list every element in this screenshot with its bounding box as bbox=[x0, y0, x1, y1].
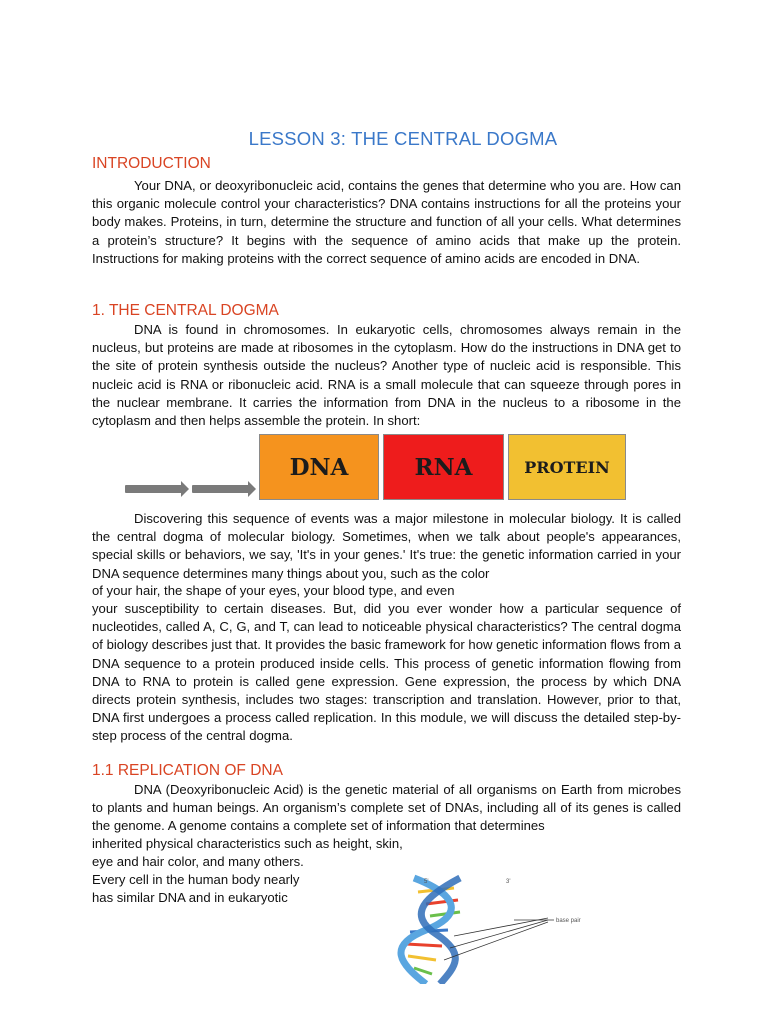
section11-heading: 1.1 REPLICATION OF DNA bbox=[92, 762, 283, 779]
flow-arrow-2 bbox=[192, 484, 256, 494]
section1-cont-paragraph-c: your susceptibility to certain diseases. But, did you ever wonder how a particular sequence of nucleotides, called A, C, G, and T, can lead to noticeable physical characteristics? The central dogma of biology describes just that. It provides the basic framework for how genetic information flows from a DNA sequence to a protein produced inside cells. This process of genetic information flowing from DNA to RNA to protein is called gene expression. Gene expression, the process by which DNA directs protein synthesis, includes two stages: transcription and translation. However, prior to that, DNA first undergoes a process called replication. In this module, we will discuss the detailed step-by-step process of the central dogma. bbox=[92, 601, 681, 744]
section11-line-4: has similar DNA and in eukaryotic bbox=[92, 890, 288, 905]
page-title: LESSON 3: THE CENTRAL DOGMA bbox=[248, 128, 558, 149]
section1-paragraph bbox=[92, 321, 681, 430]
flow-arrow-1 bbox=[125, 484, 189, 494]
label-5-prime: 5' bbox=[424, 879, 429, 885]
section1-cont-paragraph-a bbox=[92, 510, 681, 583]
label-base-pair: base pair bbox=[556, 918, 581, 924]
section1-cont-line-b: of your hair, the shape of your eyes, your blood type, and even bbox=[92, 583, 455, 598]
dna-box: DNA bbox=[259, 434, 379, 500]
section11-line-3: Every cell in the human body nearly bbox=[92, 872, 300, 887]
section11-line-2: eye and hair color, and many others. bbox=[92, 854, 304, 869]
section11-text: DNA (Deoxyribonucleic Acid) is the genetic material of all organisms on Earth from microbes to plants and human beings. An organism’s complete set of DNAs, including all of its genes is called the genome. A genome contains a complete set of information that determines bbox=[92, 782, 681, 834]
section11-paragraph bbox=[92, 781, 681, 836]
section1-text: DNA is found in chromosomes. In eukaryotic cells, chromosomes always remain in the nucleus, but proteins are made at ribosomes in the cytoplasm. How do the instructions in DNA get to the site of protein synthesis outside the nucleus? Another type of nucleic acid is responsible. This nucleic acid is RNA or ribonucleic acid. RNA is a small molecule that can squeeze through pores in the nuclear membrane. It carries the information from DNA in the nucleus to a ribosome in the cytoplasm and then helps assemble the protein. In short: bbox=[92, 322, 681, 429]
intro-paragraph bbox=[92, 177, 681, 268]
section1-cont-text-a: Discovering this sequence of events was a major milestone in molecular biology. It is called the central dogma of molecular biology. Sometimes, when we talk about people's appearances, special skills or behaviors, we say, 'It's in your genes.' It's true: the genetic information carried in your DNA sequence determines many things about you, such as the color bbox=[92, 511, 681, 581]
intro-text: Your DNA, or deoxyribonucleic acid, contains the genes that determine who you are. How can this organic molecule control your characteristics? DNA contains instructions for all the proteins your body makes. Proteins, in turn, determine the structure and function of all your cells. What determines a protein’s structure? It begins with the sequence of amino acids that make up the protein. Instructions for making proteins with the correct sequence of amino acids are encoded in DNA. bbox=[92, 178, 681, 266]
section11-line-1: inherited physical characteristics such as height, skin, bbox=[92, 836, 403, 851]
protein-box: PROTEIN bbox=[508, 434, 626, 500]
intro-heading: INTRODUCTION bbox=[92, 155, 211, 172]
dna-helix-icon bbox=[396, 874, 626, 984]
label-3-prime: 3' bbox=[506, 879, 511, 885]
section1-heading: 1. THE CENTRAL DOGMA bbox=[92, 302, 279, 319]
rna-box: RNA bbox=[383, 434, 504, 500]
